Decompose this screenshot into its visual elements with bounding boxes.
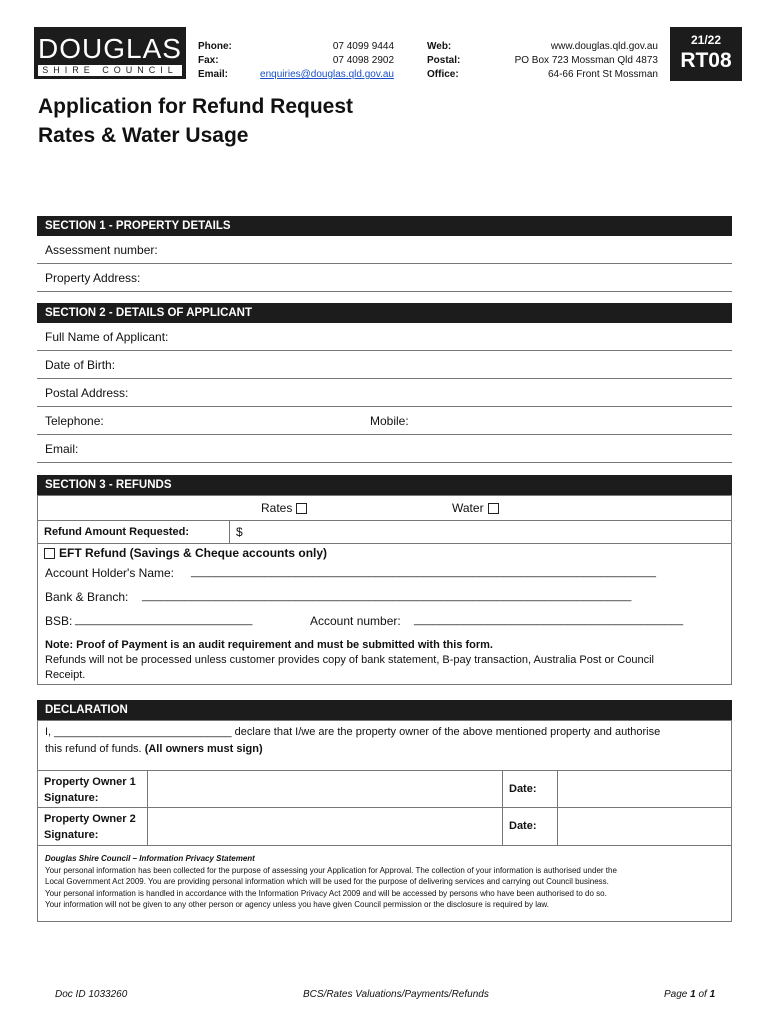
refund-amount-input[interactable]: [229, 520, 732, 544]
bsb-label: BSB:: [45, 614, 73, 628]
owner1-label-cell: [37, 770, 148, 808]
email-label: Email:: [198, 69, 229, 80]
owner2-date-label: Date:: [509, 820, 537, 832]
owner2-label-line-2: Signature:: [44, 829, 99, 841]
assessment-number-field[interactable]: [37, 236, 732, 264]
eft-checkbox[interactable]: [44, 548, 55, 559]
rates-option[interactable]: [261, 501, 307, 515]
bsb-line[interactable]: _____________________________: [75, 614, 253, 626]
page-title: [38, 92, 353, 150]
privacy-line-4: Your information will not be given to any other person or agency unless you have given Council permission or the disclosure is required by law.: [45, 900, 549, 909]
privacy-line-1: Your personal information has been collected for the purpose of assessing your Application for Approval. The collection of your information is authorised under the: [45, 865, 617, 875]
email-link[interactable]: [230, 68, 394, 82]
section1-heading: SECTION 1 - PROPERTY DETAILS: [37, 216, 732, 236]
badge-code: RT08: [680, 49, 732, 72]
doc-path: BCS/Rates Valuations/Payments/Refunds: [303, 989, 489, 1000]
owner2-signature-box[interactable]: [147, 807, 503, 846]
declaration-heading: DECLARATION: [37, 700, 732, 720]
refund-amount-label: Refund Amount Requested:: [44, 526, 190, 538]
postal-value: PO Box 723 Mossman Qld 4873: [514, 55, 658, 66]
property-address-label: Property Address:: [45, 271, 141, 285]
logo-main-text: DOUGLAS: [38, 33, 182, 64]
account-number-label: Account number:: [310, 614, 401, 628]
badge-year: 21/22: [690, 33, 722, 47]
doc-id: Doc ID 1033260: [55, 989, 128, 1000]
water-label: Water: [452, 501, 484, 515]
postal-label: Postal:: [427, 55, 461, 66]
applicant-email-label: Email:: [45, 442, 79, 456]
owner1-date-input[interactable]: [557, 770, 732, 808]
water-checkbox[interactable]: [488, 503, 499, 514]
title-line-2: Rates & Water Usage: [38, 124, 249, 147]
title-line-1: Application for Refund Request: [38, 95, 353, 118]
declaration-text-line-2: [45, 743, 263, 755]
owner1-label-line-1: Property Owner 1: [44, 776, 136, 788]
water-option[interactable]: [452, 501, 499, 515]
applicant-name-label: Full Name of Applicant:: [45, 330, 169, 344]
privacy-line-3: Your personal information is handled in accordance with the Information Privacy Act 2009 and will be accessed by persons who have been authorised to do so.: [45, 888, 607, 898]
council-logo: [34, 27, 186, 79]
mobile-label: Mobile:: [370, 414, 409, 428]
phone-value: 07 4099 9444: [332, 41, 394, 52]
all-owners-sign-note: (All owners must sign): [144, 743, 263, 755]
postal-address-field[interactable]: [37, 379, 732, 407]
rates-label: Rates: [261, 501, 293, 515]
property-address-field[interactable]: [37, 264, 732, 292]
privacy-title: Douglas Shire Council – Information Privacy Statement: [45, 854, 255, 863]
section2-heading: SECTION 2 - DETAILS OF APPLICANT: [37, 303, 732, 323]
logo-sub-text: SHIRE COUNCIL: [38, 65, 182, 76]
rates-checkbox[interactable]: [296, 503, 307, 514]
form-code-badge: [670, 27, 742, 81]
bank-branch-line[interactable]: ________________________________________________________________________________: [142, 590, 632, 602]
declaration-text-2: this refund of funds.: [45, 743, 142, 755]
owner1-date-label: Date:: [509, 783, 537, 795]
refund-amount-label-cell: [37, 520, 230, 544]
page-number: [664, 989, 715, 1000]
declaration-text-line-1: I, _____________________________ declare that I/we are the property owner of the above mentioned property and authorise: [45, 726, 661, 738]
refund-note-line-2: Receipt.: [45, 669, 86, 681]
fax-value: 07 4098 2902: [332, 55, 394, 66]
fax-label: Fax:: [198, 55, 219, 66]
office-label: Office:: [427, 69, 459, 80]
applicant-name-field[interactable]: [37, 323, 732, 351]
page-total: 1: [709, 989, 716, 1000]
phone-label: Phone:: [198, 41, 232, 52]
date-of-birth-label: Date of Birth:: [45, 358, 116, 372]
telephone-field[interactable]: [37, 407, 732, 435]
bank-branch-label: Bank & Branch:: [45, 590, 129, 604]
owner2-label-cell: [37, 807, 148, 846]
telephone-label: Telephone:: [45, 414, 104, 428]
postal-address-label: Postal Address:: [45, 386, 129, 400]
date-of-birth-field[interactable]: [37, 351, 732, 379]
owner2-date-input[interactable]: [557, 807, 732, 846]
currency-symbol: $: [236, 525, 243, 539]
web-value: www.douglas.qld.gov.au: [550, 41, 658, 52]
proof-of-payment-note: Note: Proof of Payment is an audit requirement and must be submitted with this form.: [45, 639, 493, 651]
account-holder-label: Account Holder's Name:: [45, 566, 175, 580]
owner2-date-label-cell: [502, 807, 558, 846]
eft-option[interactable]: [44, 546, 327, 560]
page-of: of: [698, 989, 707, 1000]
page-prefix: Page: [664, 989, 688, 1000]
owner1-date-label-cell: [502, 770, 558, 808]
privacy-line-2: Local Government Act 2009. You are providing personal information which will be used for the purpose of delivering services and carrying out Council business.: [45, 877, 609, 886]
office-value: 64-66 Front St Mossman: [547, 69, 658, 80]
applicant-email-field[interactable]: [37, 435, 732, 463]
email-link-text[interactable]: enquiries@douglas.qld.gov.au: [260, 69, 394, 80]
privacy-statement: [45, 853, 727, 911]
section3-heading: SECTION 3 - REFUNDS: [37, 475, 732, 495]
owner2-label-line-1: Property Owner 2: [44, 813, 136, 825]
eft-label: EFT Refund (Savings & Cheque accounts only): [59, 546, 328, 560]
page-current: 1: [690, 989, 696, 1000]
web-label: Web:: [427, 41, 452, 52]
account-holder-line[interactable]: ____________________________________________________________________________: [191, 566, 656, 578]
refund-note-line-1: Refunds will not be processed unless customer provides copy of bank statement, B-pay transaction, Australia Post or Council: [45, 654, 654, 666]
assessment-number-label: Assessment number:: [45, 243, 158, 257]
owner1-signature-box[interactable]: [147, 770, 503, 808]
owner1-label-line-2: Signature:: [44, 792, 99, 804]
account-number-line[interactable]: ____________________________________________: [414, 614, 684, 626]
